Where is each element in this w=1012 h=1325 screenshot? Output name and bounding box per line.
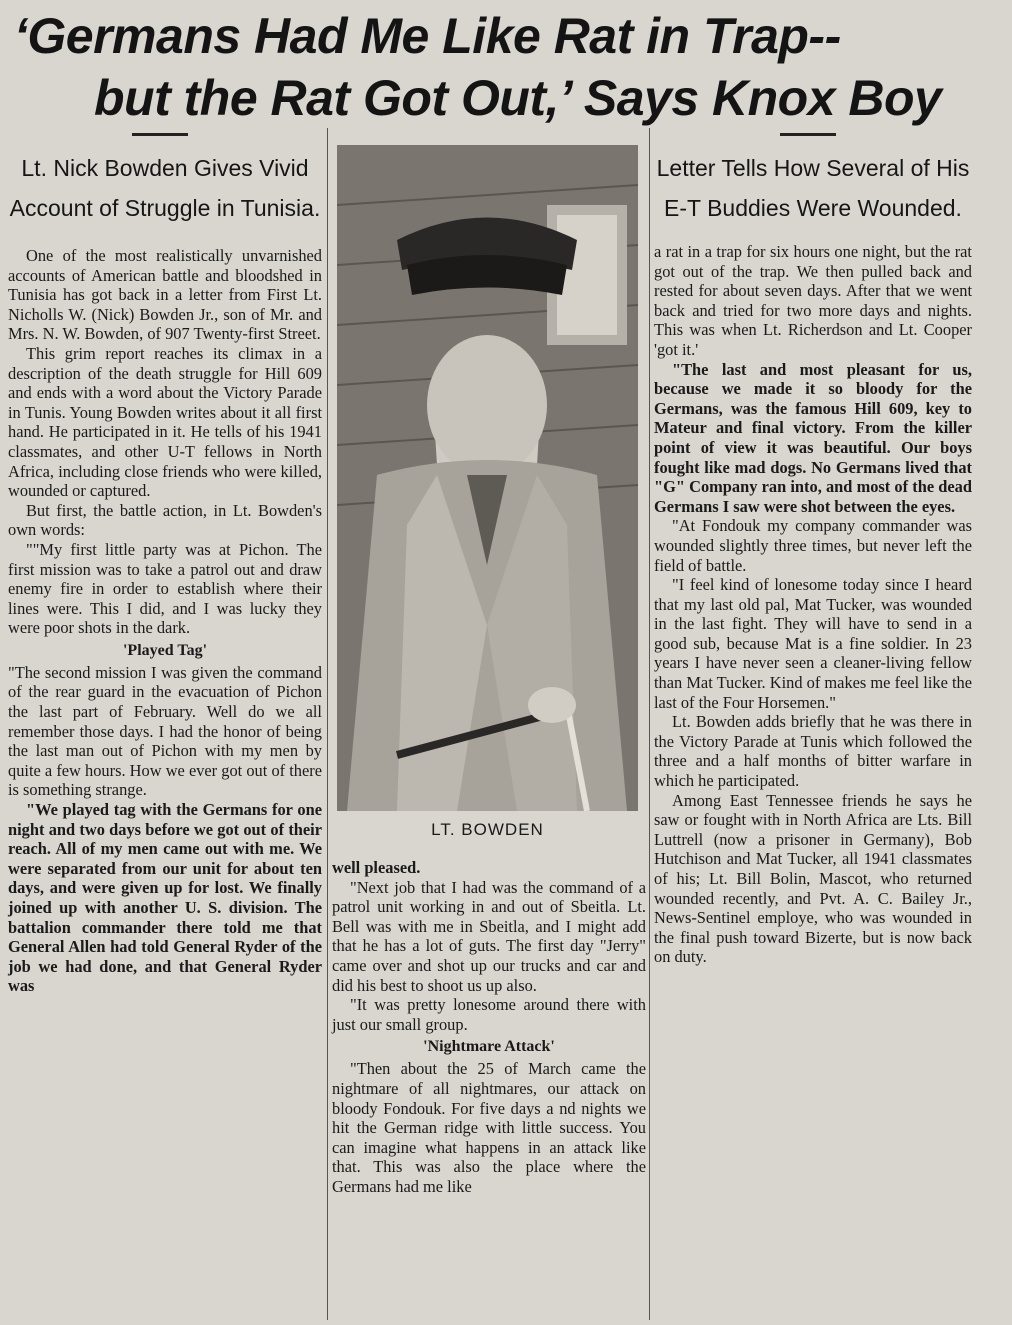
deck-rule-left (132, 133, 188, 136)
deck-rule-right (780, 133, 836, 136)
photo-caption: LT. BOWDEN (431, 820, 544, 839)
left-paragraph: One of the most realistically unvarnished accounts of American battle and bloodshed in Tunisia has got back in a letter from First Lt. Nicholls W. (Nick) Bowden Jr., son of Mr. and Mrs. N. W. Bowden, of 907 Twenty-first Street. (8, 246, 322, 344)
portrait-photo (337, 145, 638, 811)
headline-line-2: but the Rat Got Out,’ Says Knox Boy (94, 70, 942, 126)
left-paragraph: "The second mission I was given the command of the rear guard in the evacuation of Pichon the last part of February. Well do we all remember those days. I had the honor of being the last man out of Pichon with my men by quite a few hours. How we ever got out of there is something strange. (8, 662, 322, 800)
portrait-illustration (337, 145, 638, 811)
column-divider-right (649, 128, 650, 1320)
headline-line-1: ‘Germans Had Me Like Rat in Trap-- (14, 8, 841, 64)
subhead-nightmare-attack: 'Nightmare Attack' (423, 1038, 555, 1056)
right-paragraph: "I feel kind of lonesome today since I heard that my last old pal, Mat Tucker, was wounded in the last fight. They will have to send in a good sub, because Mat is a fine soldier. In 23 years I have never seen a cleaner-living fellow than Mat Tucker. Kind of makes me feel like the last of the Four Horsemen." (654, 575, 972, 712)
subhead-played-tag: 'Played Tag' (122, 641, 208, 659)
left-paragraph: This grim report reaches its climax in a description of the death struggle for Hill 609 and ends with a word about the Victory Parade in Tunis. Young Bowden writes about it all first hand. He participated in it. He tells of his 1941 classmates, and other U-T fellows in North Africa, including close friends who were killed, wounded or captured. (8, 343, 322, 501)
left-deck: Lt. Nick Bowden Gives Vivid Account of Struggle in Tunisia. (9, 155, 321, 221)
middle-paragraph: well pleased. (332, 858, 421, 877)
column-divider-left (327, 128, 328, 1320)
middle-paragraph: "It was pretty lonesome around there with just our small group. (332, 995, 646, 1034)
middle-paragraph: "Then about the 25 of March came the nightmare of all nightmares, our attack on bloody Fondouk. For five days a nd nights we hit the German ridge with little success. You can imagine what happens in an attack like that. This was also the place where the Germans had me like (332, 1059, 646, 1196)
right-paragraph: Lt. Bowden adds briefly that he was there in the Victory Parade at Tunis which followed the three and a half months of bitter warfare in which he participated. (654, 712, 972, 791)
middle-column (332, 858, 646, 1197)
right-paragraph: "At Fondouk my company commander was wounded slightly three times, but never left the field of battle. (654, 516, 972, 575)
left-column (8, 148, 322, 996)
middle-paragraph: "Next job that I had was the command of a patrol unit working in and out of Sbeitla. Lt. Bell was with me in Sbeitla, and I might add that he has a lot of guts. The first day "Jerry" came over and shot up our trucks and car and did his best to shoot us up also. (332, 877, 646, 995)
right-paragraph: Among East Tennessee friends he says he saw or fought with in North Africa are Lts. Bill Luttrell (now a prisoner in Germany), Bob Hutchison and Mat Tucker, all 1941 classmates of his; Lt. Bill Bolin, Mascot, who returned wounded recently, and Pvt. A. C. Bailey Jr., News-Sentinel employe, who was wounded in the final push toward Bizerte, but is now back on duty. (654, 790, 972, 967)
right-paragraph: a rat in a trap for six hours one night, but the rat got out of the trap. We then pulled back and rested for about seven days. After that we went back and tried for two more days and nights. This was when Lt. Richerdson and Lt. Cooper 'got it.' (654, 242, 972, 359)
left-paragraph-bold: "We played tag with the Germans for one night and two days before we got out of their reach. All of my men came out with me. We were separated from our unit for about ten days, and were given up for lost. We finally joined up with another U. S. division. The battalion commander there told me that General Allen had told General Ryder of the job we had done, and that General Ryder was (8, 800, 322, 996)
right-deck: Letter Tells How Several of His E-T Buddies Were Wounded. (656, 155, 970, 221)
left-paragraph: ""My first little party was at Pichon. The first mission was to take a patrol out and draw enemy fire in order to establish where their lines were. This I did, and I was lucky they were poor shots in the dark. (8, 539, 322, 638)
left-paragraph: But first, the battle action, in Lt. Bowden's own words: (8, 500, 322, 540)
right-column (654, 148, 972, 967)
right-paragraph-bold: "The last and most pleasant for us, because we made it so bloody for the Germans, was the famous Hill 609, key to Mateur and final victory. From the killer point of view it was beautiful. Our boys fought like mad dogs. No Germans lived that "G" Company ran into, and most of the dead Germans I saw were shot between the eyes. (654, 359, 972, 516)
